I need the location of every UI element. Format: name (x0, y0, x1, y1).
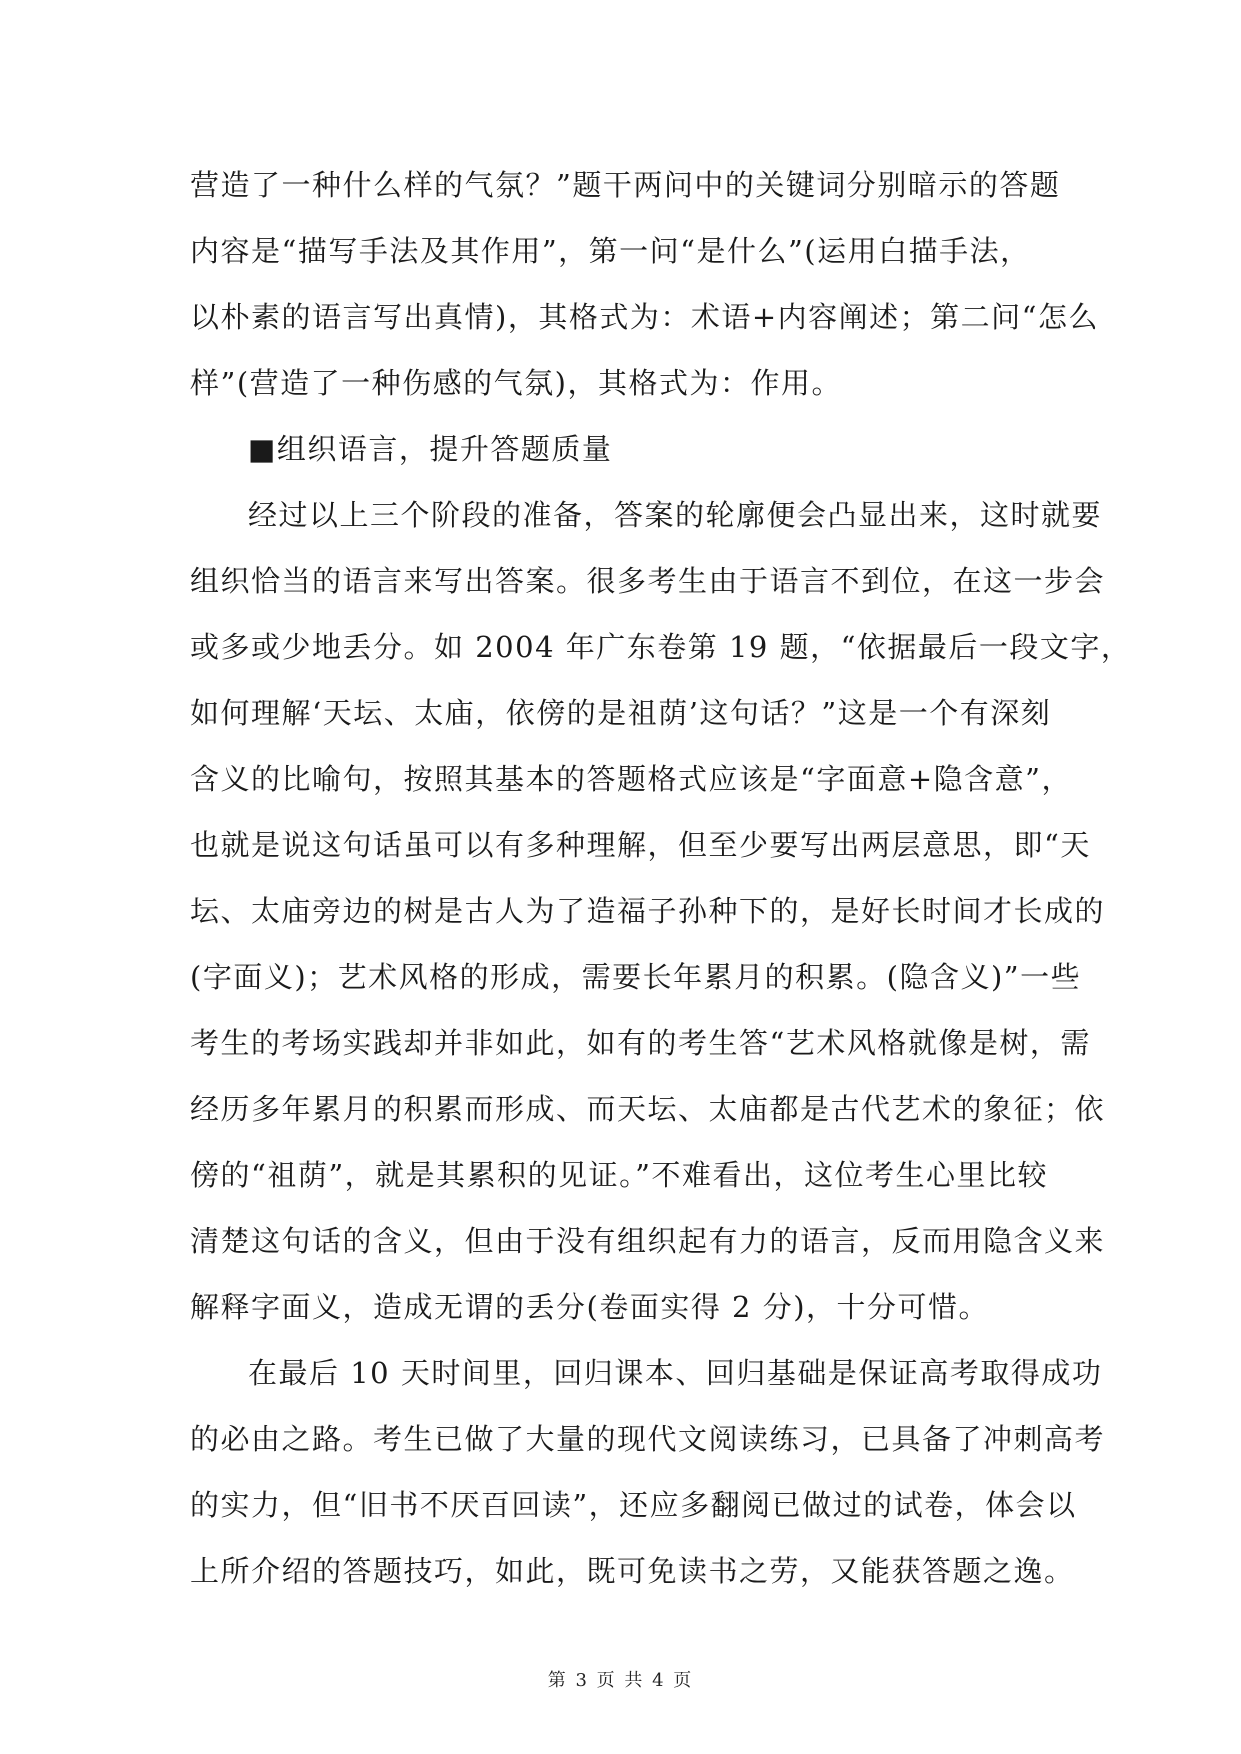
section-heading: ■组织语言，提升答题质量 (248, 432, 613, 466)
paragraph-line: 傍的“祖荫”，就是其累积的见证。”不难看出，这位考生心里比较 (190, 1158, 1048, 1192)
paragraph-line: 内容是“描写手法及其作用”，第一问“是什么”(运用白描手法， (190, 234, 1031, 268)
paragraph-line: 也就是说这句话虽可以有多种理解，但至少要写出两层意思，即“天 (190, 828, 1091, 862)
paragraph-line: 营造了一种什么样的气氛？”题干两问中的关键词分别暗示的答题 (190, 168, 1061, 202)
paragraph-line: 清楚这句话的含义，但由于没有组织起有力的语言，反而用隐含义来 (190, 1224, 1106, 1258)
paragraph-line: 或多或少地丢分。如 2004 年广东卷第 19 题，“依据最后一段文字， (190, 630, 1132, 664)
paragraph-line: 以朴素的语言写出真情)，其格式为：术语+内容阐述；第二问“怎么 (190, 300, 1099, 334)
page-number-footer: 第 3 页 共 4 页 (547, 1670, 694, 1691)
paragraph-line: 在最后 10 天时间里，回归课本、回归基础是保证高考取得成功 (248, 1356, 1103, 1390)
paragraph-line: 的实力，但“旧书不厌百回读”，还应多翻阅已做过的试卷，体会以 (190, 1488, 1077, 1522)
paragraph-line: 经历多年累月的积累而形成、而天坛、太庙都是古代艺术的象征；依 (190, 1092, 1106, 1126)
document-body (190, 152, 1132, 1604)
paragraph-line: 含义的比喻句，按照其基本的答题格式应该是“字面意+隐含意”， (190, 762, 1072, 796)
paragraph-line: 解释字面义，造成无谓的丢分(卷面实得 2 分)，十分可惜。 (190, 1290, 990, 1324)
paragraph-line: 经过以上三个阶段的准备，答案的轮廓便会凸显出来，这时就要 (248, 498, 1103, 532)
paragraph-line: 考生的考场实践却并非如此，如有的考生答“艺术风格就像是树，需 (190, 1026, 1091, 1060)
paragraph-line: 组织恰当的语言来写出答案。很多考生由于语言不到位，在这一步会 (190, 564, 1106, 598)
paragraph-line: 样”(营造了一种伤感的气氛)，其格式为：作用。 (190, 366, 842, 400)
paragraph-line: 如何理解‘天坛、太庙，依傍的是祖荫’这句话？”这是一个有深刻 (190, 696, 1052, 730)
paragraph-line: (字面义)；艺术风格的形成，需要长年累月的积累。(隐含义)”一些 (190, 960, 1082, 994)
paragraph-line: 坛、太庙旁边的树是古人为了造福子孙种下的，是好长时间才长成的 (190, 894, 1106, 928)
paragraph-line: 的必由之路。考生已做了大量的现代文阅读练习，已具备了冲刺高考 (190, 1422, 1106, 1456)
paragraph-line: 上所介绍的答题技巧，如此，既可免读书之劳，又能获答题之逸。 (190, 1554, 1075, 1588)
